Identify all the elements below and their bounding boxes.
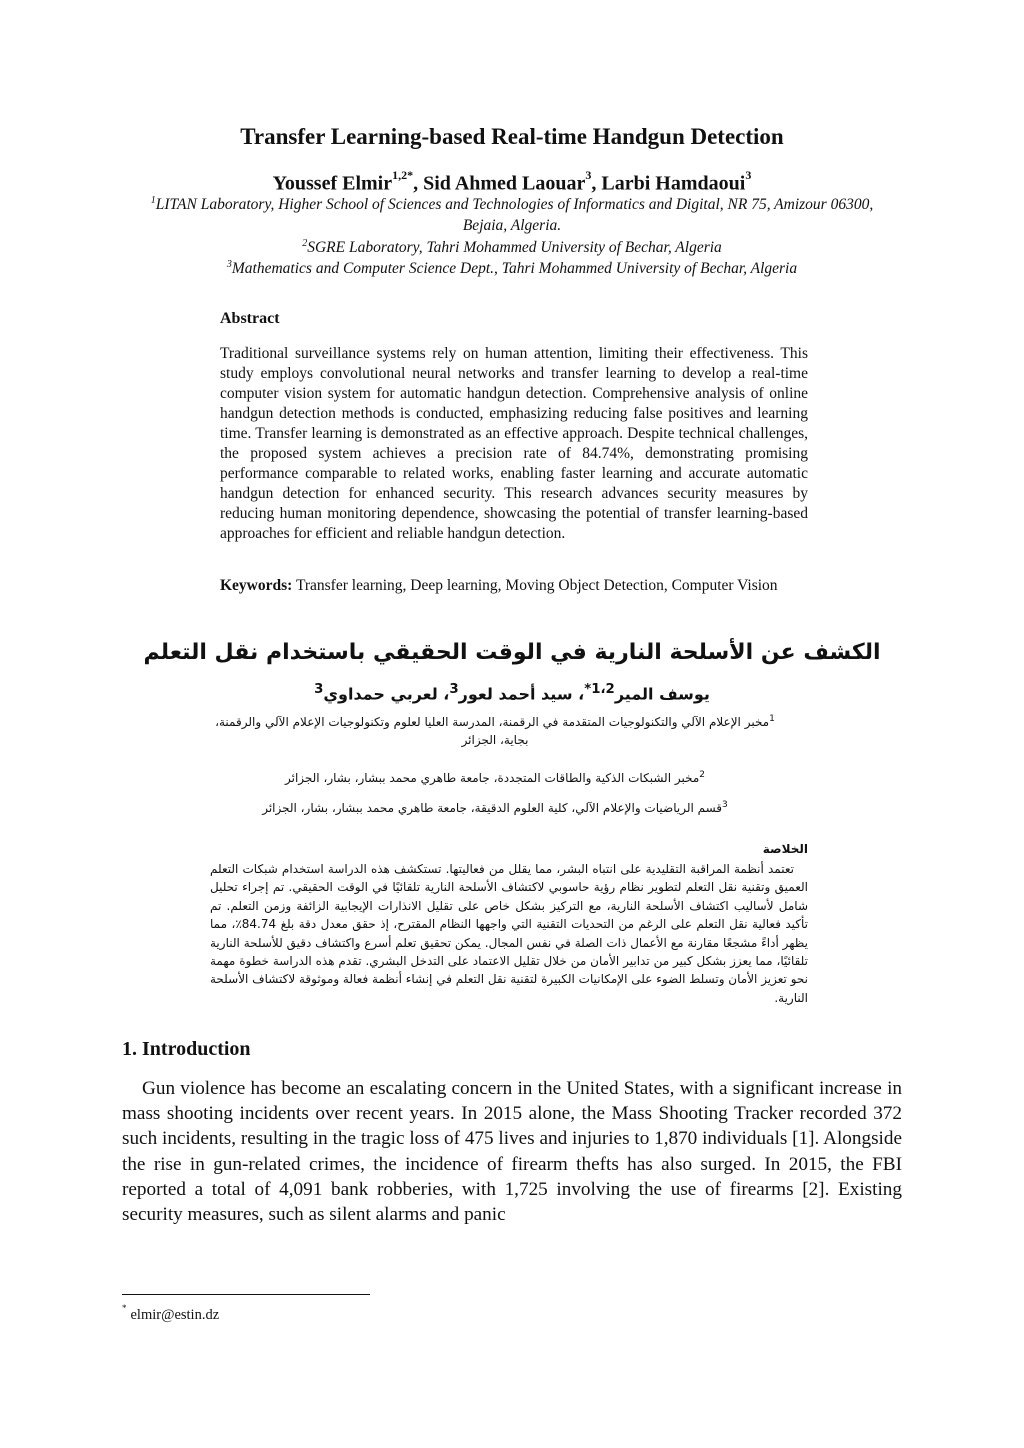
keywords-label: Keywords: (220, 577, 293, 594)
paper-title: Transfer Learning-based Real-time Handgun Detection (240, 124, 784, 149)
arabic-author-sup: 3 (449, 682, 459, 697)
author-sup: 1,2* (392, 168, 414, 182)
arabic-author-name: لعربي حمداوي (323, 684, 438, 704)
author-name: Sid Ahmed Laouar (423, 172, 586, 195)
introduction-text: Gun violence has become an escalating concern in the United States, with a significant increase in mass shooting incidents over recent years. In 2015 alone, the Mass Shooting Tracker recorded 372 such incidents, resulting in the tragic loss of 475 lives and injuries to 1,870 individuals [1]. Alongside the rise in gun-related crimes, the incidence of firearm thefts has also surged. In 2015, the FBI reported a total of 4,091 bank robberies, with 1,725 involving the use of firearms [2]. Existing security measures, such as silent alarms and panic (122, 1078, 902, 1226)
affiliation-sup: 3 (226, 259, 232, 270)
author-sup: 3 (585, 168, 592, 182)
affiliation-text: Mathematics and Computer Science Dept., Tahri Mohammed University of Bechar, Algeria (231, 260, 798, 278)
author-name: Larbi Hamdaoui (601, 172, 746, 195)
arabic-author-sep: ، (572, 684, 585, 704)
affiliation-sup: 2 (302, 238, 308, 249)
author-sep: , (591, 172, 602, 195)
arabic-author-list (0, 678, 1024, 706)
arabic-affiliation-3 (200, 796, 790, 817)
affiliation-3 (130, 254, 894, 279)
affiliation-text: LITAN Laboratory, Higher School of Sciences and Technologies of Informatics and Digital, NR 75, Amizour 06300, Bejaia, Algeria. (155, 196, 874, 235)
arabic-author-sup: 1،2* (584, 682, 615, 697)
keywords (220, 576, 808, 596)
arabic-author-name: سيد أحمد لعور (458, 684, 573, 704)
arabic-title: الكشف عن الأسلحة النارية في الوقت الحقيقي باستخدام نقل التعلم (143, 640, 881, 665)
affiliation-sup: 1 (150, 195, 156, 206)
keywords-text: Transfer learning, Deep learning, Moving Object Detection, Computer Vision (295, 577, 778, 594)
abstract-heading: Abstract (220, 310, 280, 327)
arabic-affiliation-text: مخبر الشبكات الذكية والطاقات المتجددة، جامعة طاهري محمد ببشار، بشار، الجزائر (284, 771, 700, 785)
abstract-text: Traditional surveillance systems rely on human attention, limiting their effectiveness. This study employs convolutional neural networks and transfer learning to develop a real-time computer vision system for automatic handgun detection. Comprehensive analysis of online handgun detection methods is conducted, emphasizing reducing false positives and learning time. Transfer learning is demonstrated as an effective approach. Despite technical challenges, the proposed system achieves a precision rate of 84.74%, demonstrating promising performance comparable to related works, enabling faster learning and accurate automatic handgun detection for enhanced security. This research advances security measures by reducing human monitoring dependence, showcasing the potential of transfer learning-based approaches for efficient and reliable handgun detection. (220, 345, 808, 542)
affiliation-1 (130, 190, 894, 236)
author-sup: 3 (745, 168, 752, 182)
footnote (122, 1301, 219, 1324)
section-heading: 1. Introduction (122, 1038, 251, 1060)
arabic-affiliation-sup: 1 (769, 714, 775, 724)
arabic-author-sep: ، (437, 684, 450, 704)
arabic-author-sup: 3 (314, 682, 324, 697)
arabic-affiliation-1 (200, 710, 790, 749)
arabic-abstract-text: تعتمد أنظمة المراقبة التقليدية على انتباه البشر، مما يقلل من فعاليتها. تستكشف هذه الدراسة استخدام شبكات التعلم العميق وتقنية نقل التعلم لتطوير نظام رؤية حاسوبي لاكتشاف الأسلحة النارية تلقائيًا في الوقت الحقيقي. تم إجراء تحليل شامل لأساليب اكتشاف الأسلحة النارية، مع التركيز بشكل خاص على تقليل الانذارات الإيجابية الزائفة وزمن التعلم. تم تأكيد فعالية نقل التعلم على الرغم من التحديات التقنية التي واجهها النظام المقترح، إذ حقق معدل دقة بلغ 84.74٪، مما يظهر أداءً مشجعًا مقارنة مع الأعمال ذات الصلة في نفس المجال. يمكن تحقيق تعلم أسرع واكتشاف دقيق للأسلحة النارية تلقائيًا، مما يعزز بشكل كبير من تدابير الأمان من خلال تقليل الاعتماد على التدخل البشري. تقدم هذه الدراسة خطوة مهمة نحو تعزيز الأمان وتسلط الضوء على الإمكانيات الكبيرة لتقنية نقل التعلم في إنشاء أنظمة فعالة وموثوقة لاكتشاف الأسلحة النارية. (209, 862, 808, 1005)
author-sep: , (413, 172, 424, 195)
affiliation-text: SGRE Laboratory, Tahri Mohammed University of Bechar, Algeria (307, 239, 722, 257)
arabic-affiliation-sup: 2 (699, 770, 705, 780)
arabic-affiliation-text: مخبر الإعلام الآلي والتكنولوجيات المتقدمة في الرقمنة، المدرسة العليا لعلوم وتكنولوجيات الإعلام الآلي والرقمنة، بجاية، الجزائر (215, 715, 770, 747)
footnote-mark: * (122, 1303, 127, 1313)
arabic-affiliation-2 (200, 766, 790, 787)
arabic-affiliation-sup: 3 (722, 800, 728, 810)
footnote-email: elmir@estin.dz (130, 1306, 220, 1323)
arabic-affiliation-text: قسم الرياضيات والإعلام الآلي، كلية العلوم الدقيقة، جامعة طاهري محمد ببشار، بشار، الجزائر (262, 801, 723, 815)
arabic-abstract-heading: الخلاصة (762, 842, 808, 856)
footnote-rule (122, 1294, 370, 1295)
author-name: Youssef Elmir (272, 172, 393, 195)
arabic-author-name: يوسف المير (614, 684, 710, 704)
